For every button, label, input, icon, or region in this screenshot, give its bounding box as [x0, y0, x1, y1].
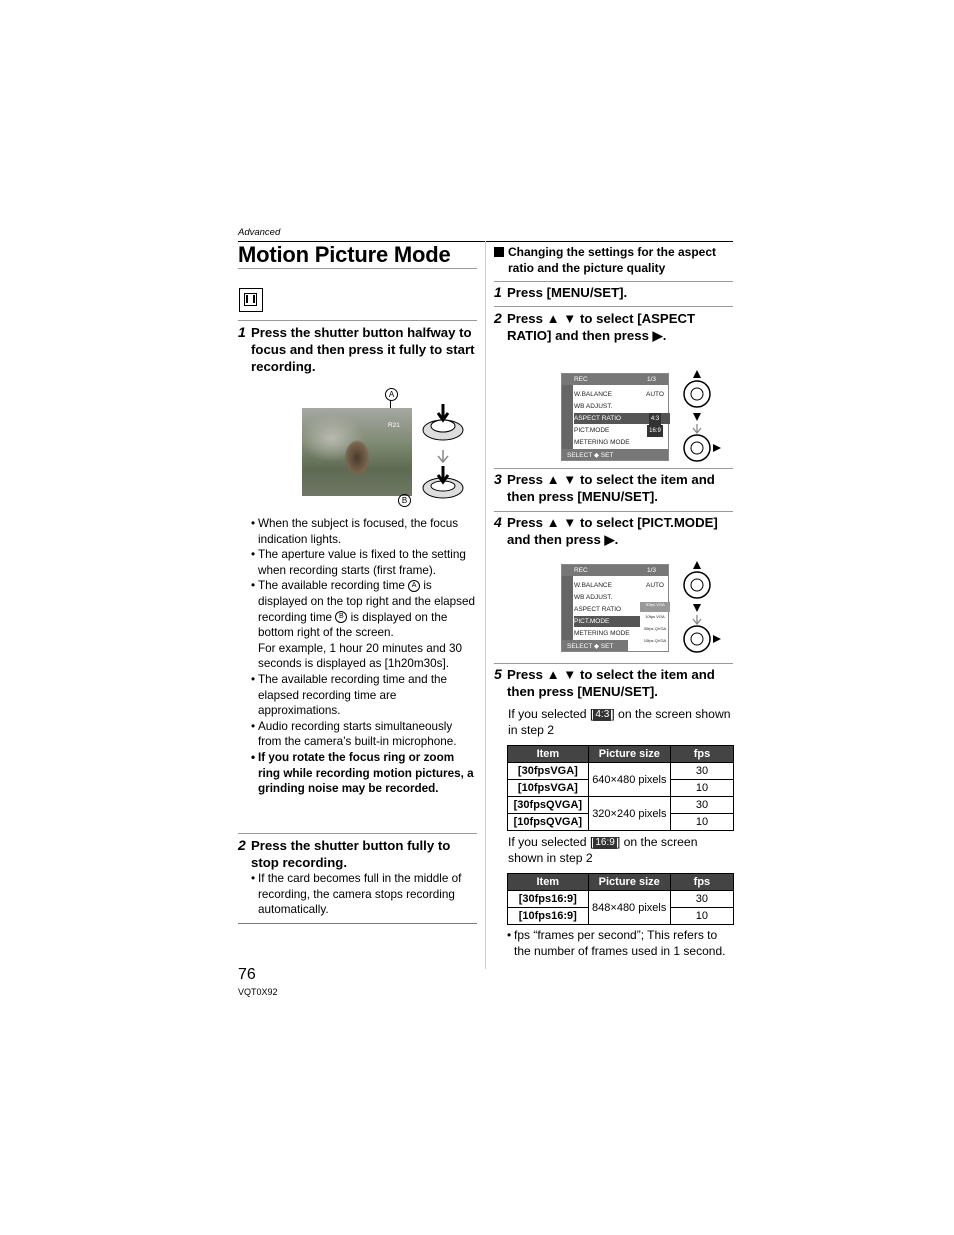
viewfinder-photo: [302, 408, 412, 496]
lcd-value: AUTO: [646, 391, 664, 398]
step-number: 1: [494, 284, 502, 300]
lcd-row: WB ADJUST.: [574, 594, 613, 601]
bullet-item: • Audio recording starts simultaneously from the camera’s built-in microphone.: [251, 719, 477, 750]
lcd-row: ASPECT RATIO: [574, 606, 622, 613]
table-cell: [10fps16:9]: [508, 908, 589, 925]
section-heading: Changing the settings for the aspect ratio and the picture quality: [508, 245, 717, 275]
step-text: Press ▲ ▼ to select [ASPECT RATIO] and then press ▶.: [507, 311, 696, 343]
lcd-page: 1/3: [646, 376, 656, 383]
step-number: 2: [494, 310, 502, 326]
step-text: Press ▲ ▼ to select the item and then press [MENU/SET].: [507, 472, 715, 504]
table-cell: 30: [670, 891, 733, 908]
lcd-row: W.BALANCE: [574, 582, 612, 589]
step-number: 5: [494, 666, 502, 682]
footnote: • fps “frames per second”; This refers to the number of frames used in 1 second.: [507, 928, 734, 959]
table-cell: 640×480 pixels: [588, 763, 670, 797]
step-number: 3: [494, 471, 502, 487]
step-text: Press ▲ ▼ to select the item and then press [MENU/SET].: [507, 667, 715, 699]
square-bullet-icon: [494, 247, 504, 257]
bullet-item: • The available recording time and the elapsed recording time are approximations.: [251, 672, 477, 719]
table-cell: 30: [670, 797, 733, 814]
right-step-2: [494, 310, 734, 344]
lcd-menu-aspect-ratio: [561, 373, 669, 461]
table-cell: 30: [670, 763, 733, 780]
step-1: [238, 324, 478, 375]
right-step-4: [494, 514, 734, 548]
cursor-button-illustration: [680, 370, 722, 462]
lcd-row: METERING MODE: [574, 439, 630, 446]
marker-b-ref: B: [335, 611, 347, 623]
table-row: [508, 763, 734, 780]
divider: [494, 468, 733, 469]
bullet-item: For example, 1 hour 20 minutes and 30 seconds is displayed as [1h20m30s].: [258, 641, 463, 671]
table-row: [508, 797, 734, 814]
marker-b: B: [398, 494, 411, 507]
right-step-1: [494, 284, 734, 301]
column-header: fps: [670, 746, 733, 763]
note-aspect-16-9: If you selected [ 16:9 ] on the screen shown in step 2: [508, 835, 698, 865]
note-aspect-4-3: If you selected [ 4:3 ] on the screen shown in step 2: [508, 707, 731, 737]
table-header-row: [508, 746, 734, 763]
marker-a-ref: A: [408, 580, 420, 592]
lcd-value: 10fps QVGA: [643, 638, 667, 643]
table-cell: 10: [670, 780, 733, 797]
step-number: 2: [238, 837, 246, 853]
lcd-page: 1/3: [646, 567, 656, 574]
lcd-row-selected: PICT.MODE: [574, 616, 640, 627]
divider: [494, 511, 733, 512]
lcd-value: 4:3: [649, 413, 661, 425]
left-bullet-list-2: [251, 871, 477, 918]
table-cell: 848×480 pixels: [588, 891, 670, 925]
bullet-item-warning: • If you rotate the focus ring or zoom ring while recording motion pictures, a grinding noise may be recorded.: [251, 750, 477, 797]
lcd-side-tabs: [562, 385, 573, 449]
marker-a: A: [385, 388, 398, 401]
table-cell: [10fpsQVGA]: [508, 814, 589, 831]
table-header-row: [508, 874, 734, 891]
lcd-side-tabs: [562, 576, 573, 640]
divider: [494, 306, 733, 307]
table-cell: [30fps16:9]: [508, 891, 589, 908]
aspect-4-3-badge: 4:3: [595, 708, 610, 720]
column-header: fps: [670, 874, 733, 891]
footnote-list: [507, 928, 734, 959]
column-header: Item: [508, 746, 589, 763]
column-separator: [485, 241, 486, 969]
model-code: VQT0X92: [238, 987, 278, 997]
right-step-5: [494, 666, 734, 700]
lcd-menu-pict-mode: [561, 564, 669, 652]
aspect-16-9-badge: 16:9: [595, 836, 615, 848]
lcd-row: W.BALANCE: [574, 391, 612, 398]
lcd-header: REC: [574, 567, 588, 574]
divider: [238, 320, 477, 321]
lcd-footer: SELECT ◆ SET: [567, 643, 614, 650]
column-header: Item: [508, 874, 589, 891]
osd-recording-time: R21: [388, 422, 400, 429]
divider: [238, 923, 477, 924]
lcd-header: REC: [574, 376, 588, 383]
page-number: 76: [238, 966, 256, 983]
bullet-item: • When the subject is focused, the focus indication lights.: [251, 516, 477, 547]
lcd-value: 30fps QVGA: [643, 626, 667, 631]
motion-picture-mode-icon: [239, 288, 263, 312]
lcd-value: 30fps VGA: [640, 602, 670, 612]
cursor-button-illustration: [680, 561, 722, 653]
step-text: Press [MENU/SET].: [507, 285, 628, 300]
table-cell: 320×240 pixels: [588, 797, 670, 831]
lcd-value: 10fps VGA: [645, 614, 665, 619]
step-number: 4: [494, 514, 502, 530]
lcd-row-selected: ASPECT RATIO: [574, 413, 640, 424]
left-bullet-list: [251, 516, 477, 797]
step-text: Press ▲ ▼ to select [PICT.MODE] and then press ▶.: [507, 515, 718, 547]
divider: [494, 663, 733, 664]
table-cell: [10fpsVGA]: [508, 780, 589, 797]
divider: [238, 833, 477, 834]
table-cell: 10: [670, 908, 733, 925]
divider: [494, 281, 733, 282]
picture-size-table-4-3: [507, 745, 734, 831]
column-header: Picture size: [588, 874, 670, 891]
page-title: Motion Picture Mode: [238, 242, 451, 267]
lcd-value: AUTO: [646, 582, 664, 589]
step-number: 1: [238, 324, 246, 340]
step-text: Press the shutter button halfway to focus and then press it fully to start recording.: [251, 325, 475, 374]
bullet-item: • The available recording time A is displayed on the top right and the elapsed recording time B is displayed on the bottom right of the screen.: [251, 578, 477, 640]
shutter-button-illustration: [420, 402, 466, 502]
lcd-row: PICT.MODE: [574, 427, 610, 434]
title-rule: [238, 268, 477, 269]
table-row: [508, 891, 734, 908]
lcd-footer: SELECT ◆ SET: [567, 452, 614, 459]
lcd-value: 16:9: [647, 425, 663, 437]
table-cell: [30fpsVGA]: [508, 763, 589, 780]
lcd-row: METERING MODE: [574, 630, 630, 637]
column-header: Picture size: [588, 746, 670, 763]
bullet-item: • The aperture value is fixed to the setting when recording starts (first frame).: [251, 547, 477, 578]
step-2: [238, 837, 478, 871]
bullet-item: • If the card becomes full in the middle of recording, the camera stops recording automatically.: [251, 871, 477, 918]
lcd-row: WB ADJUST.: [574, 403, 613, 410]
table-cell: [30fpsQVGA]: [508, 797, 589, 814]
picture-size-table-16-9: [507, 873, 734, 925]
table-cell: 10: [670, 814, 733, 831]
right-step-3: [494, 471, 734, 505]
step-text: Press the shutter button fully to stop recording.: [251, 838, 451, 870]
section-label: Advanced: [238, 227, 281, 238]
